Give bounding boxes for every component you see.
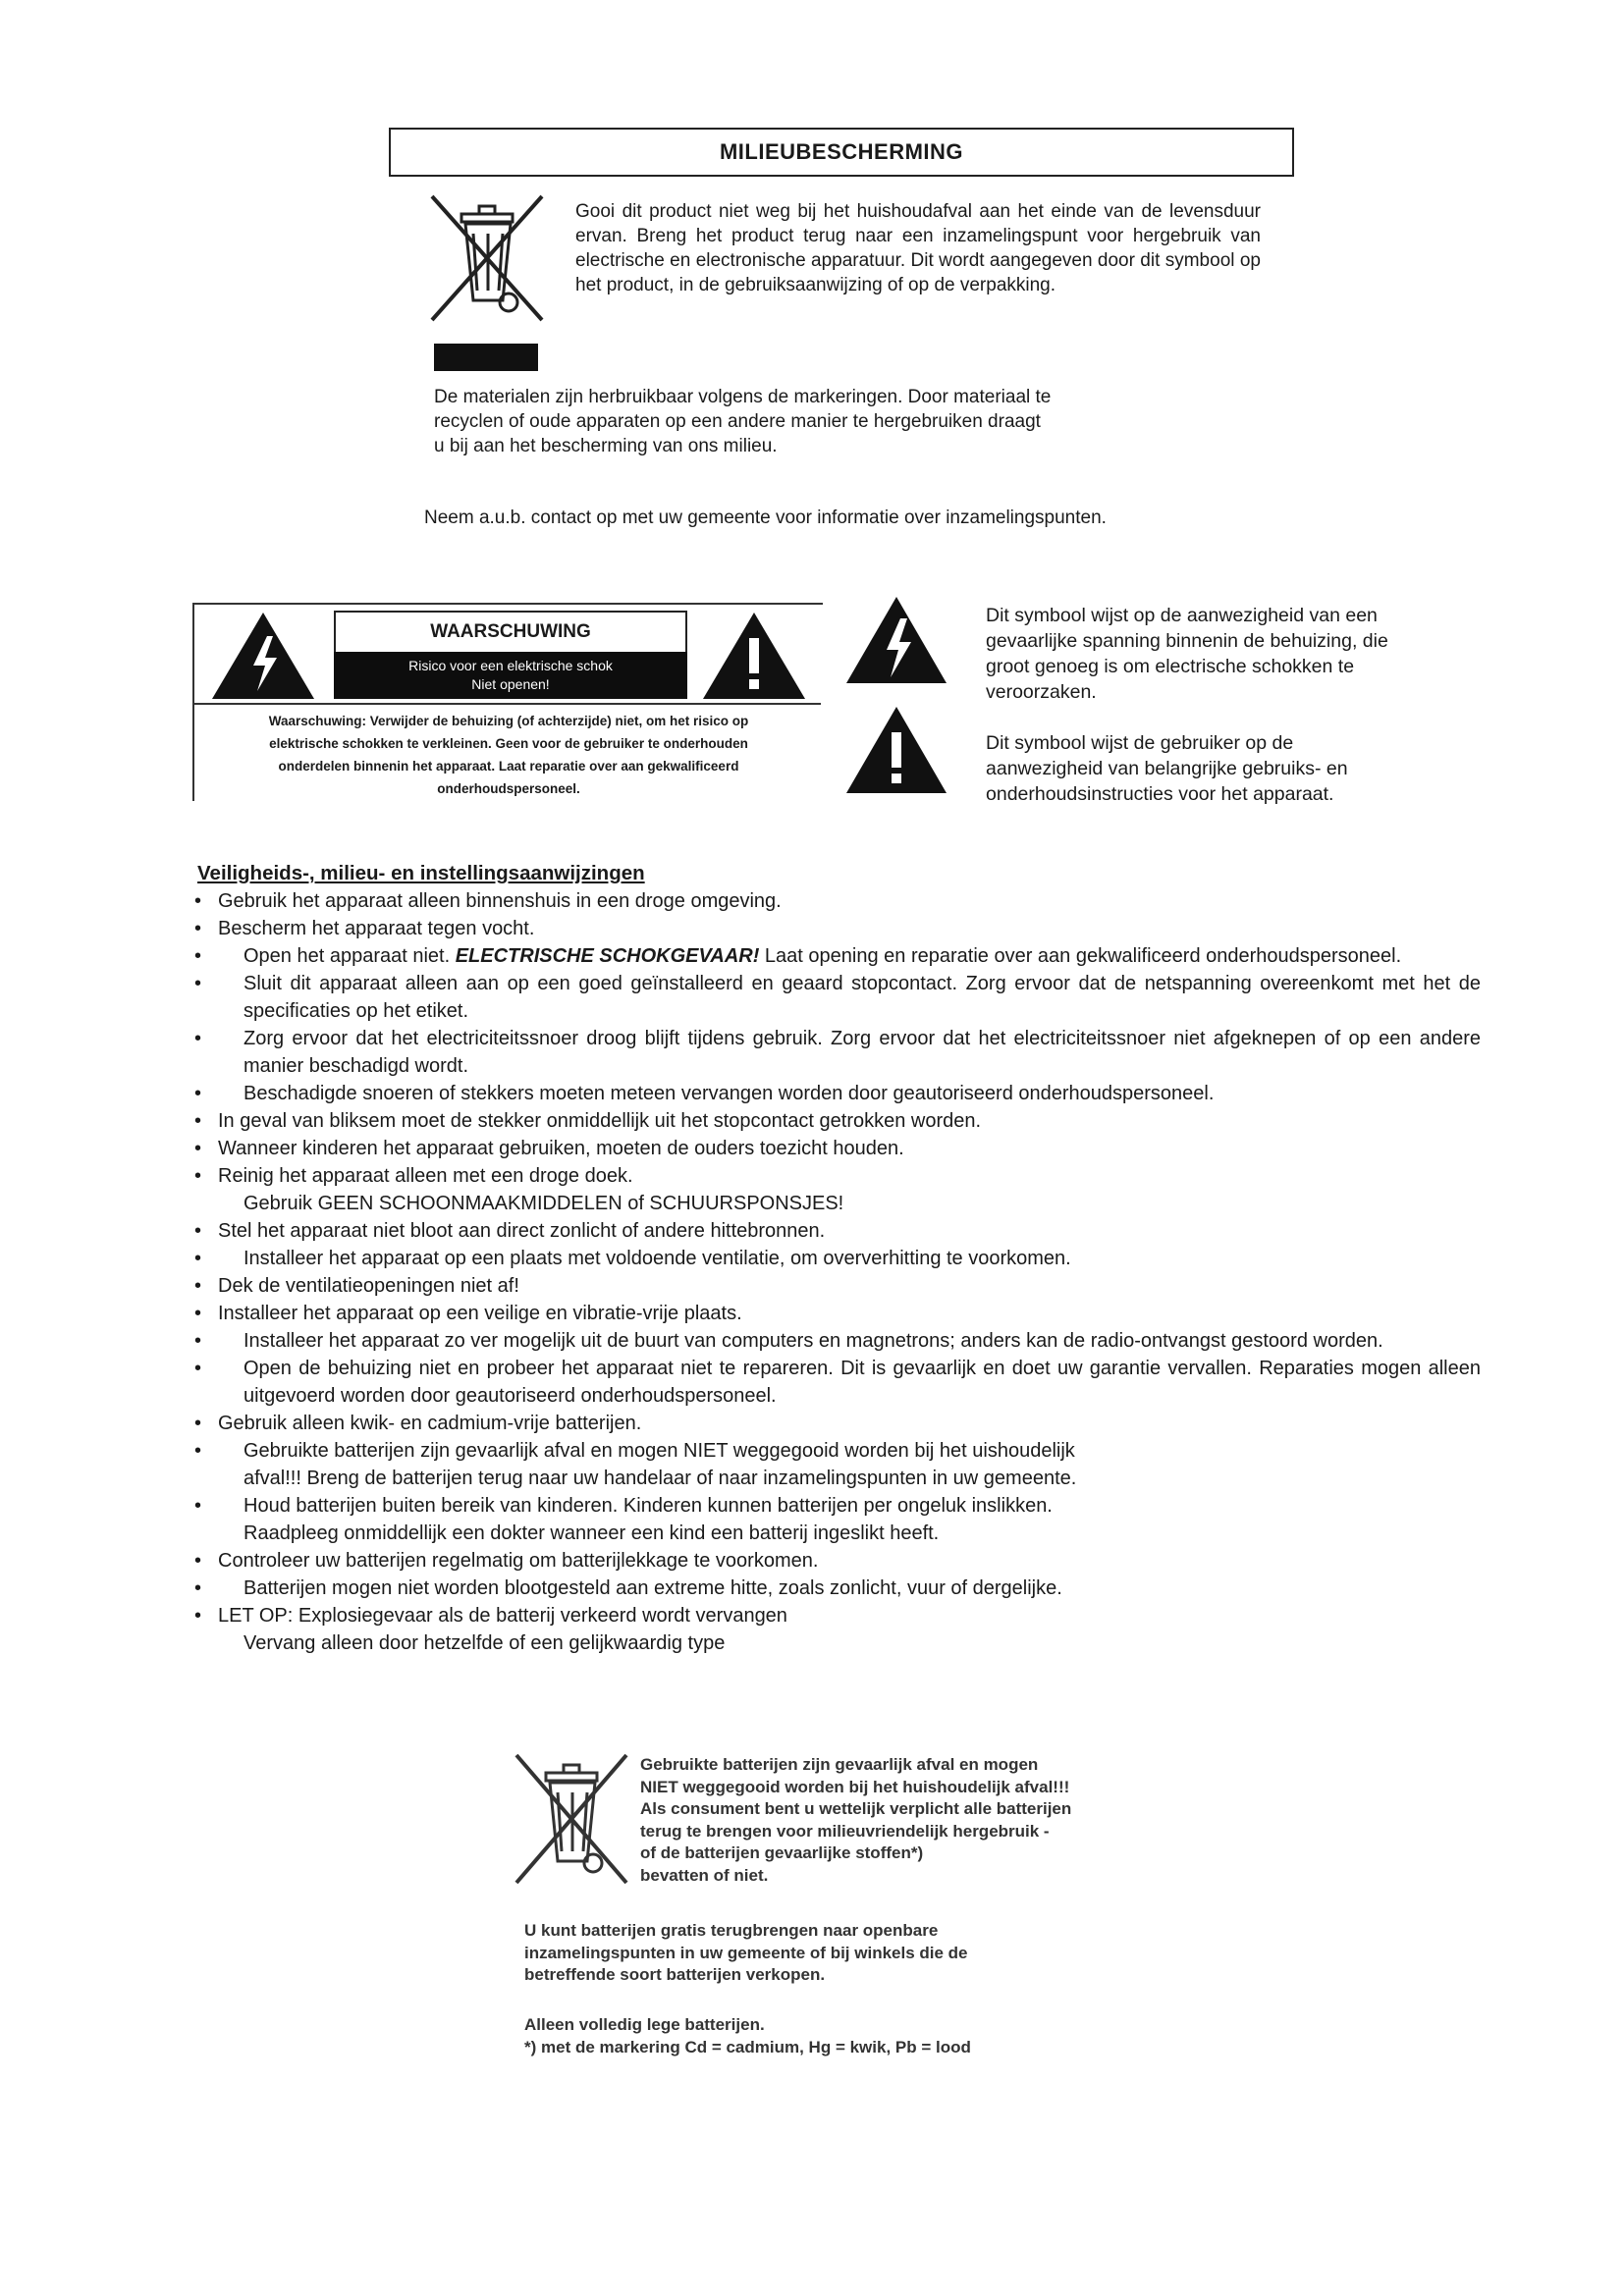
safety-item-subline: Raadpleeg onmiddellijk een dokter wanneer een kind een batterij ingeslikt heeft. bbox=[244, 1522, 940, 1544]
safety-item-text: Sluit dit apparaat alleen aan op een goed geïnstalleerd en geaard stopcontact. Zorg ervoor dat de netspanning overeenkomt met het de specificaties op het etiket. bbox=[244, 973, 1481, 1022]
bullet: • bbox=[194, 1440, 202, 1462]
safety-item-text: Gebruik alleen kwik- en cadmium-vrije batterijen. bbox=[218, 1413, 642, 1434]
safety-item bbox=[192, 1245, 1481, 1272]
shock-hazard-emphasis: ELECTRISCHE SCHOKGEVAAR! bbox=[455, 945, 760, 967]
safety-item bbox=[192, 942, 1481, 970]
lightning-symbol-icon bbox=[842, 593, 950, 687]
safety-item-subline: afval!!! Breng de batterijen terug naar uw handelaar of naar inzamelingspunten in uw gemeente. bbox=[244, 1468, 1077, 1489]
bullet: • bbox=[194, 1220, 202, 1242]
safety-item-text: Zorg ervoor dat het electriciteitssnoer droog blijft tijdens gebruik. Zorg ervoor dat het electriciteitssnoer niet afgeknepen of op een andere manier beschadigd wordt. bbox=[244, 1028, 1481, 1077]
bullet: • bbox=[194, 1028, 202, 1049]
contact-paragraph: Neem a.u.b. contact op met uw gemeente voor informatie over inzamelingspunten. bbox=[424, 507, 1107, 528]
bullet: • bbox=[194, 1550, 202, 1572]
safety-item bbox=[192, 1272, 1481, 1300]
bullet: • bbox=[194, 1413, 202, 1434]
safety-item bbox=[192, 1437, 1481, 1492]
safety-item bbox=[192, 915, 1481, 942]
warning-black-line-1: Risico voor een elektrische schok bbox=[408, 658, 613, 673]
safety-item-text: Reinig het apparaat alleen met een droge doek. bbox=[218, 1165, 633, 1187]
safety-item-text: Dek de ventilatieopeningen niet af! bbox=[218, 1275, 519, 1297]
bullet: • bbox=[194, 1577, 202, 1599]
safety-item bbox=[192, 1492, 1481, 1547]
bullet: • bbox=[194, 1248, 202, 1269]
safety-item bbox=[192, 1107, 1481, 1135]
milieu-title: MILIEUBESCHERMING bbox=[389, 128, 1294, 177]
safety-item-text: Batterijen mogen niet worden blootgesteld aan extreme hitte, zoals zonlicht, vuur of dergelijke. bbox=[244, 1577, 1062, 1599]
warning-black-box bbox=[334, 652, 687, 699]
crossed-bin-icon bbox=[424, 192, 550, 326]
battery-marking-note: Alleen volledig lege batterijen. *) met de markering Cd = cadmium, Hg = kwik, Pb = lood bbox=[524, 2015, 971, 2056]
safety-item-text: Installeer het apparaat op een veilige en vibratie-vrije plaats. bbox=[218, 1303, 742, 1324]
safety-item bbox=[192, 1025, 1481, 1080]
bullet: • bbox=[194, 1358, 202, 1379]
battery-return-paragraph: U kunt batterijen gratis terugbrengen naar openbare inzamelingspunten in uw gemeente of bij winkels die de betreffende soort batterijen verkopen. bbox=[524, 1921, 968, 1984]
safety-item-text: Bescherm het apparaat tegen vocht. bbox=[218, 918, 535, 939]
safety-item bbox=[192, 1327, 1481, 1355]
bullet: • bbox=[194, 1138, 202, 1159]
weee-paragraph: Gooi dit product niet weg bij het huishoudafval aan het einde van de levensduur ervan. Breng het product terug naar een inzamelingspunt voor hergebruik van electrische en electronische apparatuur. Dit wordt aangegeven door dit symbool op het product, in de gebruiksaanwijzing of op de verpakking. bbox=[575, 201, 1261, 295]
bullet: • bbox=[194, 890, 202, 912]
bullet: • bbox=[194, 1165, 202, 1187]
safety-item-text: Open het apparaat niet. bbox=[244, 945, 456, 967]
safety-item-text: Beschadigde snoeren of stekkers moeten meteen vervangen worden door geautoriseerd onderhoudspersoneel. bbox=[244, 1083, 1215, 1104]
safety-item bbox=[192, 1300, 1481, 1327]
warning-title: WAARSCHUWING bbox=[334, 611, 687, 652]
safety-item-text: Laat opening en reparatie over aan gekwalificeerd onderhoudspersoneel. bbox=[759, 945, 1402, 967]
exclamation-symbol-icon bbox=[842, 703, 950, 797]
exclamation-warning-icon bbox=[699, 609, 809, 703]
warning-black-line-2: Niet openen! bbox=[471, 676, 550, 692]
safety-item bbox=[192, 1547, 1481, 1575]
safety-item bbox=[192, 1080, 1481, 1107]
crossed-bin-battery-icon bbox=[509, 1751, 634, 1889]
safety-item bbox=[192, 970, 1481, 1025]
materials-paragraph: De materialen zijn herbruikbaar volgens de markeringen. Door materiaal te recyclen of oude apparaten op een andere manier te hergebruiken draagt u bij aan het bescherming van ons milieu. bbox=[434, 387, 1052, 456]
safety-item-text: Stel het apparaat niet bloot aan direct zonlicht of andere hittebronnen. bbox=[218, 1220, 826, 1242]
bullet: • bbox=[194, 1275, 202, 1297]
safety-item bbox=[192, 1162, 1481, 1217]
safety-item-text: Houd batterijen buiten bereik van kinderen. Kinderen kunnen batterijen per ongeluk inslikken. bbox=[244, 1495, 1053, 1517]
safety-item-text: Gebruikte batterijen zijn gevaarlijk afval en mogen NIET weggegooid worden bij het uishoudelijk bbox=[244, 1440, 1075, 1462]
lightning-warning-icon bbox=[208, 609, 318, 703]
lightning-symbol-description: Dit symbool wijst op de aanwezigheid van een gevaarlijke spanning binnenin de behuizing, die groot genoeg is om electrische schokken te veroorzaken. bbox=[986, 605, 1388, 703]
safety-item bbox=[192, 887, 1481, 915]
safety-item-text: Installeer het apparaat op een plaats met voldoende ventilatie, om oververhitting te voorkomen. bbox=[244, 1248, 1071, 1269]
bullet: • bbox=[194, 1495, 202, 1517]
safety-item bbox=[192, 1355, 1481, 1410]
exclamation-symbol-description: Dit symbool wijst de gebruiker op de aanwezigheid van belangrijke gebruiks- en onderhoudsinstructies voor het apparaat. bbox=[986, 732, 1348, 805]
bullet: • bbox=[194, 945, 202, 967]
safety-item bbox=[192, 1575, 1481, 1602]
bullet: • bbox=[194, 1303, 202, 1324]
safety-list bbox=[192, 887, 1481, 1657]
safety-item-text: Gebruik het apparaat alleen binnenshuis in een droge omgeving. bbox=[218, 890, 782, 912]
safety-item-text: Controleer uw batterijen regelmatig om batterijlekkage te voorkomen. bbox=[218, 1550, 819, 1572]
safety-item bbox=[192, 1217, 1481, 1245]
safety-item-text: Wanneer kinderen het apparaat gebruiken, moeten de ouders toezicht houden. bbox=[218, 1138, 904, 1159]
safety-item-subline: Vervang alleen door hetzelfde of een gelijkwaardig type bbox=[244, 1632, 726, 1654]
safety-item bbox=[192, 1410, 1481, 1437]
bullet: • bbox=[194, 1605, 202, 1627]
black-bar-marking bbox=[434, 344, 538, 371]
bullet: • bbox=[194, 918, 202, 939]
warning-body: Waarschuwing: Verwijder de behuizing (of achterzijde) niet, om het risico op elektrische schokken te verkleinen. Geen voor de gebruiker te onderhouden onderdelen binnenin het apparaat. Laat reparatie over aan gekwalificeerd onderhoudspersoneel. bbox=[268, 714, 749, 796]
bullet: • bbox=[194, 1083, 202, 1104]
safety-heading: Veiligheids-, milieu- en instellingsaanwijzingen bbox=[197, 862, 645, 884]
safety-item-subline: Gebruik GEEN SCHOONMAAKMIDDELEN of SCHUURSPONSJES! bbox=[244, 1193, 844, 1214]
bullet: • bbox=[194, 973, 202, 994]
bullet: • bbox=[194, 1110, 202, 1132]
warning-divider bbox=[192, 703, 821, 705]
battery-disposal-paragraph: Gebruikte batterijen zijn gevaarlijk afval en mogen NIET weggegooid worden bij het huishoudelijk afval!!! Als consument bent u wettelijk verplicht alle batterijen terug te brengen voor milieuvriendelijk hergebruik - of de batterijen gevaarlijke stoffen*) bevatten of niet. bbox=[640, 1755, 1072, 1885]
safety-item-text: In geval van bliksem moet de stekker onmiddellijk uit het stopcontact getrokken worden. bbox=[218, 1110, 982, 1132]
safety-item-text: Open de behuizing niet en probeer het apparaat niet te repareren. Dit is gevaarlijk en doet uw garantie vervallen. Reparaties mogen alleen uitgevoerd worden door geautoriseerd onderhoudspersoneel. bbox=[244, 1358, 1481, 1407]
bullet: • bbox=[194, 1330, 202, 1352]
safety-item bbox=[192, 1602, 1481, 1657]
safety-item-text: LET OP: Explosiegevaar als de batterij verkeerd wordt vervangen bbox=[218, 1605, 787, 1627]
safety-item-text: Installeer het apparaat zo ver mogelijk uit de buurt van computers en magnetrons; anders kan de radio-ontvangst gestoord worden. bbox=[244, 1330, 1383, 1352]
safety-item bbox=[192, 1135, 1481, 1162]
